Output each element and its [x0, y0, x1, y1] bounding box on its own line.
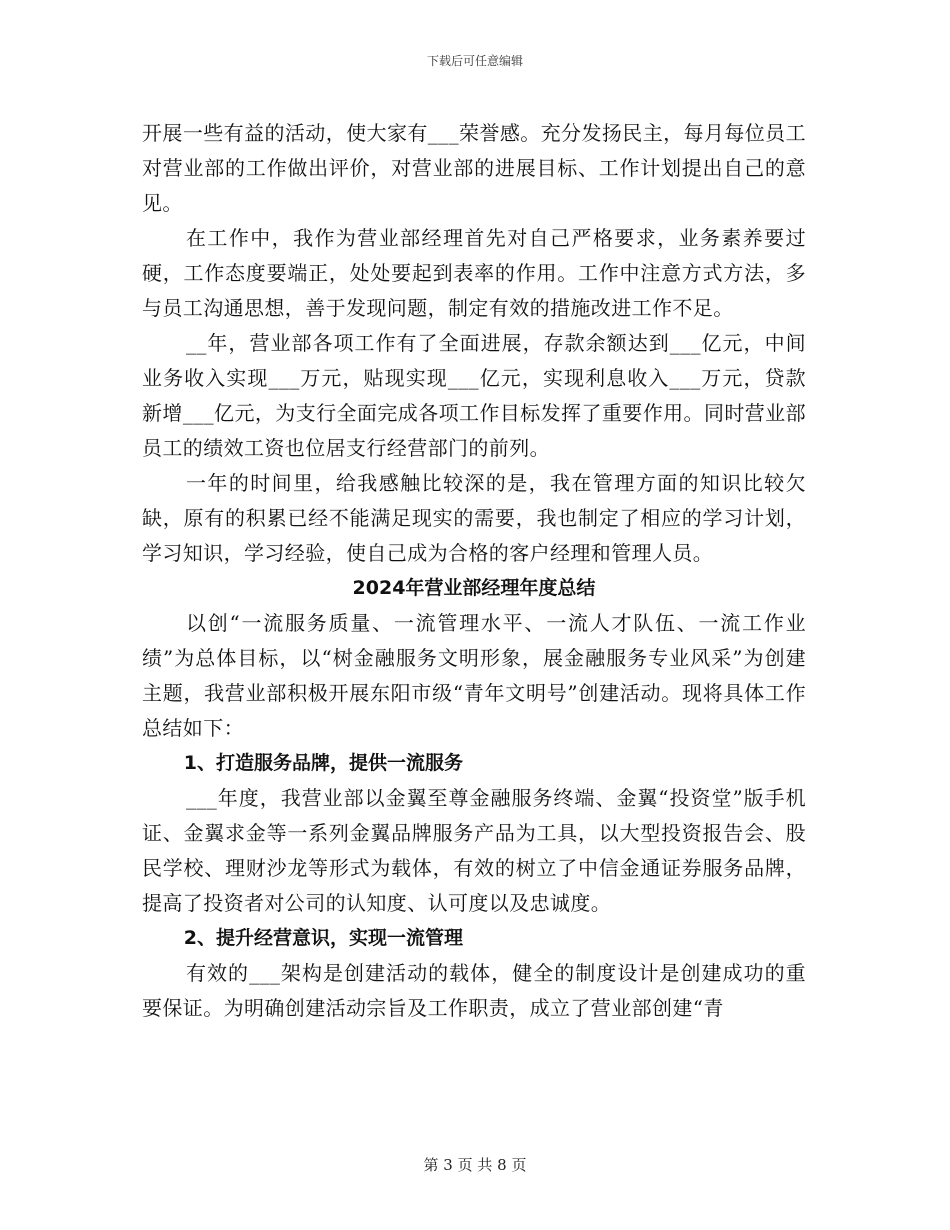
section-body-1: ___年度，我营业部以金翼至尊金融服务终端、金翼“投资堂”版手机证、金翼求金等一系列金翼品牌服务产品为工具，以大型投资报告会、股民学校、理财沙龙等形式为载体，有效的树立了中信金通证券服务品牌，提高了投资者对公司的认知度、认可度以及忠诚度。 [142, 786, 806, 915]
section-intro: 以创“一流服务质量、一流管理水平、一流人才队伍、一流工作业绩”为总体目标，以“树金融服务文明形象，展金融服务专业风采”为创建主题，我营业部积极开展东阳市级“青年文明号”创建活动。现将具体工作总结如下： [142, 611, 806, 740]
section-body-2: 有效的___架构是创建活动的载体，健全的制度设计是创建成功的重要保证。为明确创建活动宗旨及工作职责，成立了营业部创建“青 [142, 961, 806, 1020]
section-heading-2: 2、提升经营意识，实现一流管理 [183, 927, 464, 949]
section-title: 2024年营业部经理年度总结 [352, 577, 596, 599]
document-body [142, 116, 806, 1026]
paragraph-continued: 开展一些有益的活动，使大家有___荣誉感。充分发扬民主，每月每位员工对营业部的工作做出评价，对营业部的进展目标、工作计划提出自己的意见。 [142, 121, 806, 215]
paragraph-annual-results: __年，营业部各项工作有了全面进展，存款余额达到___亿元，中间业务收入实现___万元，贴现实现___亿元，实现利息收入___万元，贷款新增___亿元，为支行全面完成各项工作目标发挥了重要作用。同时营业部员工的绩效工资也位居支行经营部门的前列。 [142, 331, 806, 460]
page-number: 第 3 页 共 8 页 [423, 1156, 527, 1174]
paragraph-work-attitude: 在工作中，我作为营业部经理首先对自己严格要求，业务素养要过硬，工作态度要端正，处处要起到表率的作用。工作中注意方式方法，多与员工沟通思想，善于发现问题，制定有效的措施改进工作不足。 [142, 226, 806, 320]
section-heading-1: 1、打造服务品牌，提供一流服务 [183, 752, 464, 774]
page-header: 下载后可任意编辑 [426, 54, 523, 68]
paragraph-reflection: 一年的时间里，给我感触比较深的是，我在管理方面的知识比较欠缺，原有的积累已经不能满足现实的需要，我也制定了相应的学习计划，学习知识，学习经验，使自己成为合格的客户经理和管理人员。 [142, 471, 806, 565]
